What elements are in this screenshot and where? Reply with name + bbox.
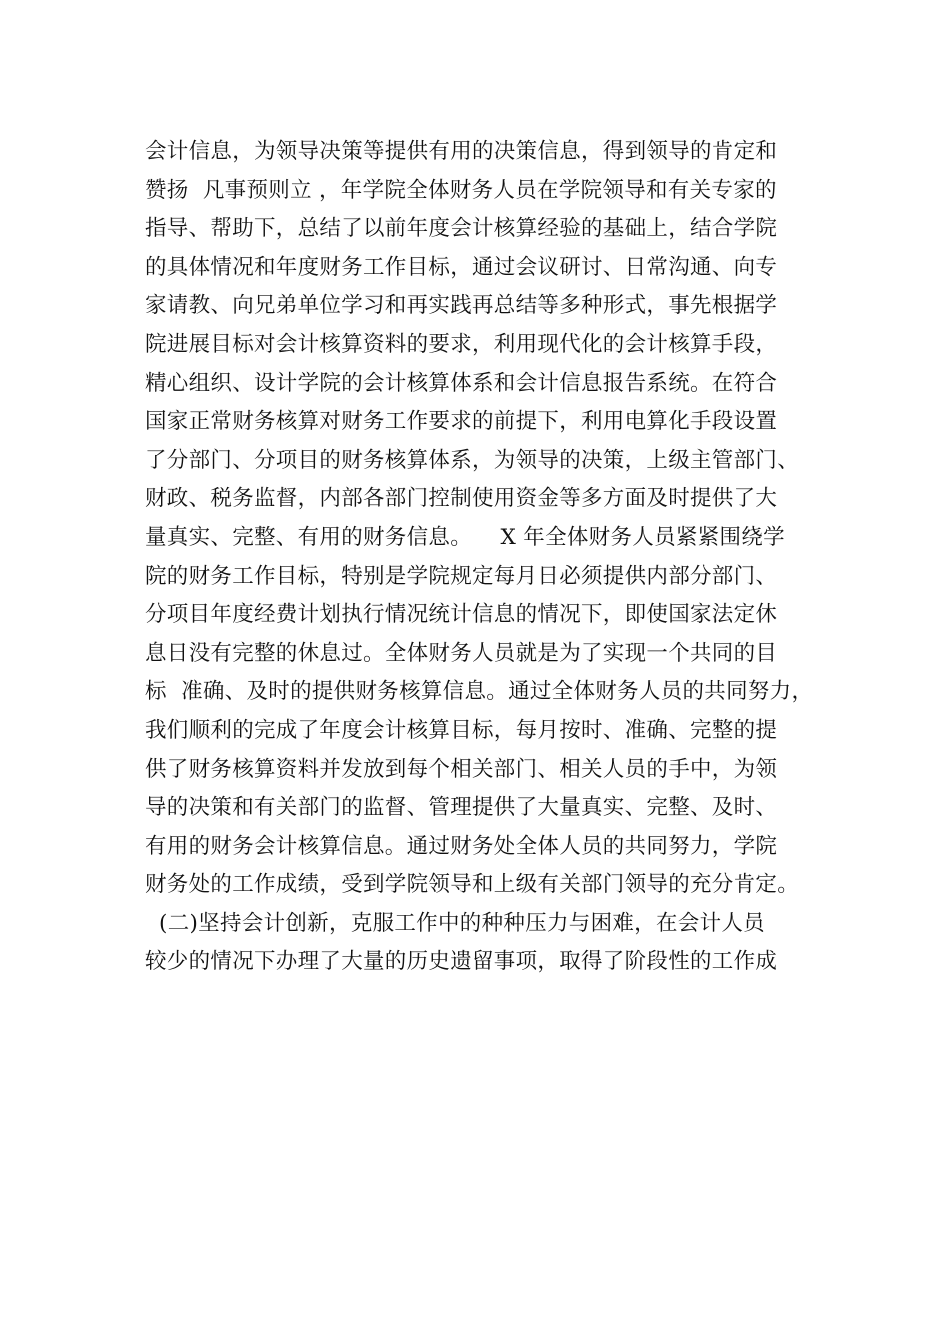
text-line: 供了财务核算资料并发放到每个相关部门、相关人员的手中，为领: [145, 756, 778, 782]
text-line: 国家正常财务核算对财务工作要求的前提下，利用电算化手段设置: [145, 409, 778, 435]
text-line: 导的决策和有关部门的监督、管理提供了大量真实、完整、及时、: [145, 795, 778, 821]
text-line: 指导、帮助下，总结了以前年度会计核算经验的基础上，结合学院: [145, 216, 778, 242]
text-line: 财务处的工作成绩，受到学院领导和上级有关部门领导的充分肯定。: [145, 872, 800, 898]
text-line: 院进展目标对会计核算资料的要求，利用现代化的会计核算手段，: [145, 331, 778, 357]
text-line: 我们顺利的完成了年度会计核算目标，每月按时、准确、完整的提: [145, 717, 778, 743]
text-line: 分项目年度经费计划执行情况统计信息的情况下，即使国家法定休: [145, 602, 778, 628]
text-line: 会计信息，为领导决策等提供有用的决策信息，得到领导的肯定和: [145, 139, 778, 164]
text-line: 较少的情况下办理了大量的历史遗留事项，取得了阶段性的工作成: [145, 949, 778, 975]
text-line: 财政、税务监督，内部各部门控制使用资金等多方面及时提供了大: [145, 486, 778, 512]
text-line: 精心组织、设计学院的会计核算体系和会计信息报告系统。在符合: [145, 370, 778, 396]
text-line: 的具体情况和年度财务工作目标，通过会议研讨、日常沟通、向专: [145, 254, 778, 280]
text-line: 标 准确、及时的提供财务核算信息。通过全体财务人员的共同努力，: [145, 679, 814, 705]
text-line: 息日没有完整的休息过。全体财务人员就是为了实现一个共同的目: [145, 640, 778, 666]
text-line: 家请教、向兄弟单位学习和再实践再总结等多种形式，事先根据学: [145, 293, 778, 319]
body-text: [145, 133, 845, 982]
text-line: 量真实、完整、有用的财务信息。 X 年全体财务人员紧紧围绕学: [145, 524, 785, 550]
text-line: (二)坚持会计创新，克服工作中的种种压力与困难，在会计人员: [159, 910, 765, 936]
text-line: 院的财务工作目标，特别是学院规定每月日必须提供内部分部门、: [145, 563, 778, 589]
text-line: 了分部门、分项目的财务核算体系，为领导的决策，上级主管部门、: [145, 447, 800, 473]
text-line: 赞扬 凡事预则立 ，年学院全体财务人员在学院领导和有关专家的: [145, 177, 777, 203]
text-line: 有用的财务会计核算信息。通过财务处全体人员的共同努力，学院: [145, 833, 778, 859]
